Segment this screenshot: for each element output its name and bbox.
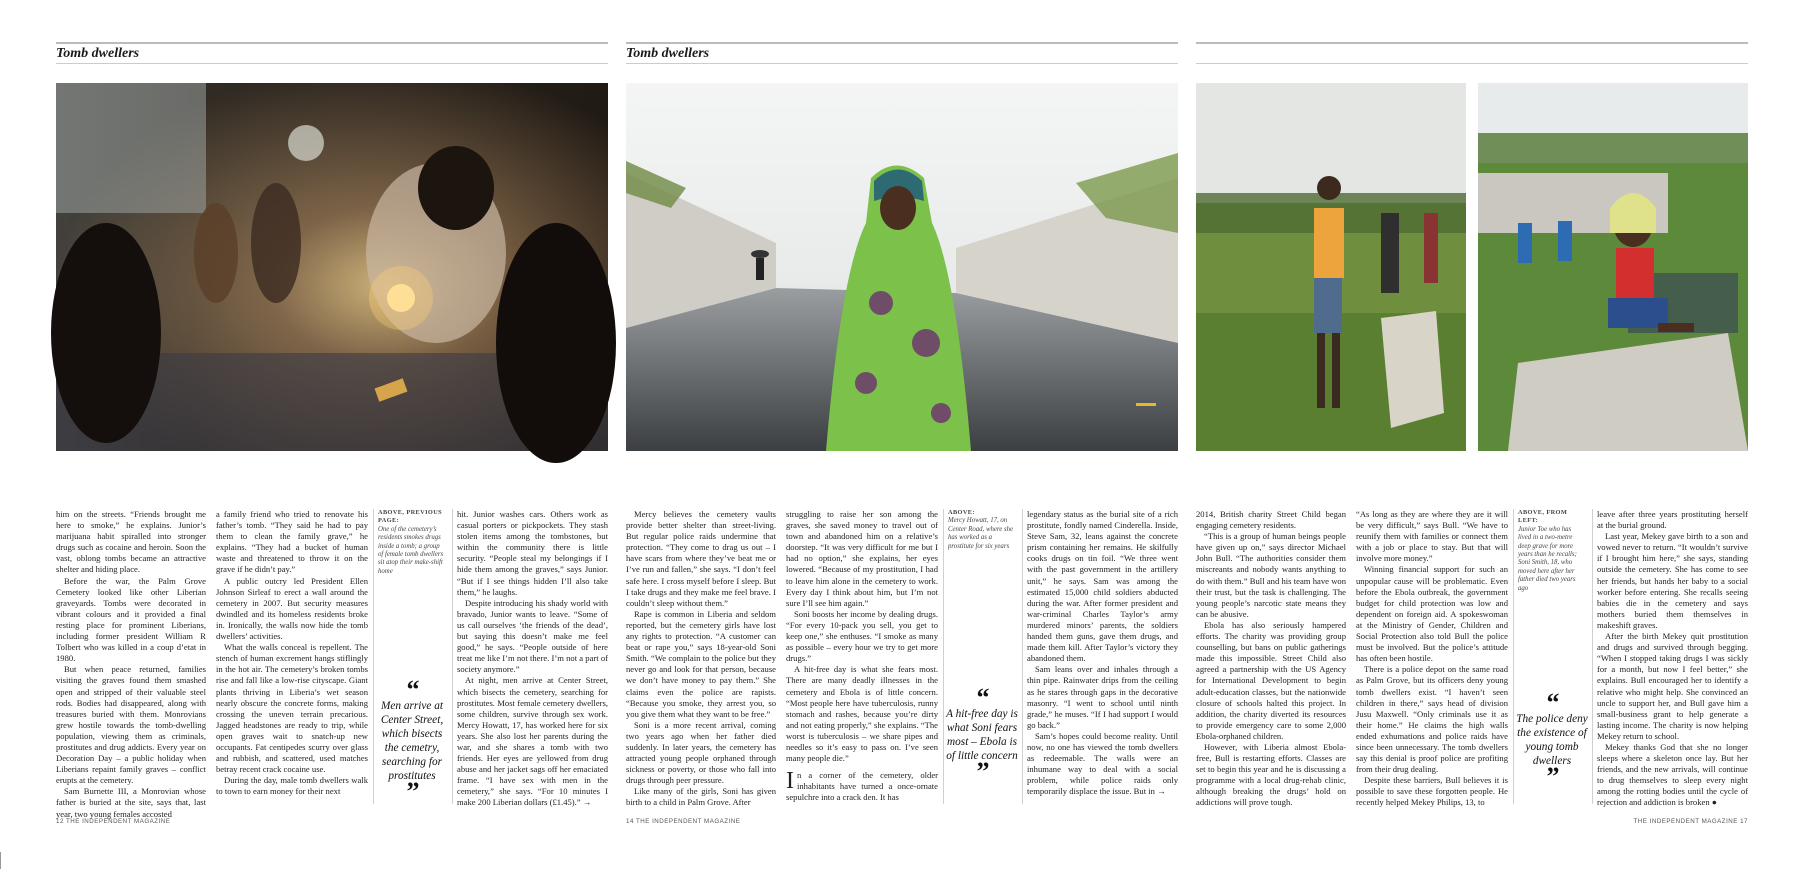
paragraph: Sam leans over and inhales through a thin pipe. Rainwater drips from the ceiling as he stares through gaps in the decorative masonry. “I went to school until ninth grade,” he muses. “If I had support I would go back.” (1027, 664, 1178, 730)
body-column-3 (457, 509, 608, 808)
photo-caption (1518, 509, 1586, 593)
paragraph: Last year, Mekey gave birth to a son and vowed never to return. “It wouldn’t survive if I brought him here,” she says, standing outside the cemetery. She has come to see her friends, but hands her baby to a social worker before entering. She recalls seeing babies die in the cemetery and says mothers buried them themselves in makeshift graves. (1597, 531, 1748, 630)
section-header: Tomb dwellers (626, 46, 710, 61)
caption-text: Junior Toe who has lived in a two-metre deep grave for more years than he recalls; Soni Smith, 18, who moved here after her father died two years ago (1518, 525, 1577, 592)
body-column-2 (786, 509, 938, 804)
photo-man-standing-among-graves (1196, 83, 1466, 451)
column-divider (1022, 509, 1023, 804)
section-header: Tomb dwellers (56, 46, 140, 61)
paragraph: struggling to raise her son among the graves, she saved money to travel out of town and abandoned him on a relative’s doorstep. “It was very difficult for me but I had no option,” she explains, her eyes lowered. “Because of my prostitution, I had to leave him alone in the cemetery to work. Every day I think about him, but I’m not sure I’ll see him again.” (786, 509, 938, 608)
body-column-2 (1356, 509, 1508, 808)
paragraph: legendary status as the burial site of a rich prostitute, fondly named Cinderella. Inside, Steve Sam, 32, leans against the concrete prism containing her remains. He skilfully cooks drugs on tin foil. “We three went with the past government in the artillery unit,” he says. Sam was among the estimated 15,000 child soldiers abducted during the war. After former president and war-criminal Charles Taylor’s army murdered minors’ parents, the soldiers handed them guns, gave them drugs, and made them kill. After Taylor’s victory they abandoned them. (1027, 509, 1178, 664)
open-quote-icon: “ (976, 683, 988, 712)
paragraph: Despite these barriers, Bull believes it is possible to save these forgotten people. He recently helped Mekey Philips, 13, to (1356, 775, 1508, 808)
caption-label: ABOVE: (948, 509, 975, 516)
paragraph: At night, men arrive at Center Street, which bisects the cemetery, searching for prostitutes. Most female cemetery dwellers, some children, survive through sex work. Mercy Howatt, 17, has worked here for six years. She also lost her parents during the war, and she shares a tomb with two friends. Her eyes are yellowed from drug abuse and her jacket sags off her emaciated frame. “I have sex with men in the cemetery,” she says. “For 10 minutes I make 200 Liberian dollars (£1.45).” → (457, 675, 608, 808)
paragraph: After the birth Mekey quit prostitution and drugs and survived through begging. “When I stopped taking drugs I was sickly for a month, but now I feel better,” she explains. Bull encouraged her to identify a relative who might help. She convinced an uncle to support her, and Bull gave him a small-business grant to help generate a lasting income. The charity is now helping Mekey return to school. (1597, 631, 1748, 741)
close-quote-icon: ” (406, 777, 418, 806)
paragraph: There is a police depot on the same road as Palm Grove, but its officers deny young tomb dwellers exist. “I haven’t seen children in there,” says head of division Jusu Maxwell. “Only criminals use it as their home.” He claims the high walls ended exhumations and police raids have since been unnecessary. The tomb dwellers say this denial is proof police are profiting from their drug dealing. (1356, 664, 1508, 775)
pull-quote (1516, 688, 1588, 791)
paragraph: However, with Liberia almost Ebola-free, Bull is restarting efforts. Classes are set to begin this year and he is discussing a programme with a local drug-rehab clinic, although breaking the drugs’ hold on addictions will prove tough. (1196, 741, 1346, 808)
caption-label: ABOVE, FROM LEFT: (1518, 509, 1568, 525)
paragraph: During the day, male tomb dwellers walk to town to earn money for their next (216, 775, 368, 797)
paragraph: Soni boosts her income by dealing drugs. “For every 10-pack you sell, you get to keep one,” she enthuses. “I smoke as many as possible – every hour we try to get more drugs.” (786, 608, 938, 664)
paragraph: Ebola has also seriously hampered efforts. The charity was providing group counselling, but bans on public gatherings made this impossible. Street Child also agreed a partnership with the US Agency for International Development to begin adult-education classes, but the nationwide closure of schools halted this project. In addition, the charity diverted its resources to provide emergency care to some 2,000 Ebola-orphaned children. (1196, 619, 1346, 741)
pull-quote-text: A hit-free day is what Soni fears most – Ebola is of little concern (946, 708, 1018, 762)
paragraph: Like many of the girls, Soni has given birth to a child in Palm Grove. After (626, 786, 776, 808)
paragraph: Mercy believes the cemetery vaults provide better shelter than street-living. But regular police raids undermine that protection. “They come to drag us out – I have scars from where they’ve beat me or I’ve run and fallen,” she says. “I don’t feel safe here. I cross myself before I sleep. But I take drugs and they make me feel brave. I couldn’t sleep without them.” (626, 509, 776, 608)
column-divider (1592, 509, 1593, 804)
paragraph: him on the streets. “Friends brought me here to smoke,” he explains. Junior’s marijuana habit spiralled into stronger drugs such as cocaine and heroin. Soon the vast, oblong tombs became an attractive shelter and hiding place. (56, 509, 206, 575)
photo-woman-on-wet-cemetery-road (626, 83, 1178, 451)
paragraph: “As long as they are where they are it will be very difficult,” says Bull. “We have to reunify them with families or connect them with a job or place to stay. But that will involve more money.” (1356, 509, 1508, 564)
body-column-3 (1597, 509, 1748, 808)
header-rule (626, 42, 1178, 44)
paragraph: A hit-free day is what she fears most. There are many deadly illnesses in the cemetery and Ebola is of little concern. “Most people here have tuberculosis, runny stomach and rashes, because you’re dirty and not eating properly,” she explains. “The worst is tuberculosis – we share pipes and needles so it’s easy to pass on. I’ve seen many people die.” (786, 664, 938, 764)
pull-quote-text: Men arrive at Center Street, which bisects the cemetry, searching for prostitutes (380, 700, 444, 782)
page-17 (1196, 0, 1748, 869)
close-quote-icon: ” (1546, 762, 1558, 791)
header-rule-lower (1196, 63, 1748, 64)
paragraph: 2014, British charity Street Child began engaging cemetery residents. (1196, 509, 1346, 531)
paragraph: A public outcry led President Ellen Johnson Sirleaf to erect a wall around the cemetery in 2007. But security measures dwindled and its homeless residents broke in. Ironically, the walls now hide the tomb dwellers’ activities. (216, 575, 368, 642)
column-divider (1513, 509, 1514, 804)
body-column-1 (1196, 509, 1346, 808)
column-divider (452, 509, 453, 804)
page-14 (626, 0, 1178, 869)
column-divider (943, 509, 944, 804)
page-folio: 12 THE INDEPENDENT MAGAZINE (56, 818, 171, 825)
close-quote-icon: ” (976, 757, 988, 786)
drop-cap: I (786, 768, 794, 795)
body-column-3 (1027, 509, 1178, 804)
paragraph: Sam’s hopes could become reality. Until now, no one has viewed the tomb dwellers as redeemable. The walls were an inhumane way to deal with a social problem, while police raids only temporarily displace the issue. But in → (1027, 730, 1178, 797)
open-quote-icon: “ (1546, 688, 1558, 717)
body-column-2 (216, 509, 368, 804)
page-12 (56, 0, 608, 869)
photo-caption (948, 509, 1016, 551)
paragraph: “This is a group of human beings people have given up on,” says director Michael John Bull. “The authorities consider them miscreants and nobody wants anything to do with them.” Bull and his team have won their trust, but the task is challenging. The young people’s narcotic state means they can be abusive. (1196, 531, 1346, 619)
page-edge-mark (0, 852, 1, 869)
body-column-1 (626, 509, 776, 808)
column-divider (373, 509, 374, 804)
page-folio: 14 THE INDEPENDENT MAGAZINE (626, 818, 741, 825)
paragraph: Winning financial support for such an unpopular cause will be problematic. Even before the Ebola outbreak, the government budget for child protection was low and dependent on foreign aid. A spokeswoman at the Ministry of Gender, Children and Social Protection also told Bull the police must be involved. But the police’s attitude has often been hostile. (1356, 564, 1508, 664)
paragraph: Sam Burnette III, a Monrovian whose father is buried at the site, says that, last year, two young females accosted (56, 786, 206, 819)
caption-text: Mercy Howatt, 17, on Center Road, where she has worked as a prostitute for six years (948, 517, 1014, 550)
paragraph: n a corner of the cemetery, older inhabitants have turned a once-ornate sepulchre into a crack den. It has (786, 770, 938, 803)
paragraph: What the walls conceal is repellent. The stench of human excrement hangs stiflingly in the hot air. The cemetery’s broken tombs rise and fall like a low-rise cityscape. Giant plants thriving in Liberia’s wet season nearly obscure the concrete forms, making crossing the uneven terrain precarious. Jagged headstones are ready to trip, while open graves wait to snatch-up new occupants. Fat centipedes scurry over glass and rubbish, and scattered, used matches betray recent crack cocaine use. (216, 642, 368, 775)
photo-men-smoking-inside-tomb (56, 83, 608, 451)
paragraph: Before the war, the Palm Grove Cemetery looked like other Liberian graveyards. Tombs were decorated in vibrant colours and it provided a final resting place for prominent Liberians, including former president William R Tolbert who was killed in a coup d’etat in 1980. (56, 575, 206, 664)
paragraph: hit. Junior washes cars. Others work as casual porters or pickpockets. They stash stolen items among the tombstones, but within the community there is little security. “People steal my belongings if I hide them among the graves,” says Junior. “But if I see things hidden I’ll also take them,” he laughs. (457, 509, 608, 597)
paragraph: Rape is common in Liberia and seldom reported, but the cemetery girls have lost any rights to protection. “A customer can beat or rape you,” says 18-year-old Soni Smith. “We complain to the police but they never go and look for that person, because we don’t have money to pay them.” She claims even the police are rapists. “Because you smoke, they arrest you, so you give them what they want to be free.” (626, 608, 776, 719)
photo-girl-seated-on-headstone (1478, 83, 1748, 451)
paragraph: But when peace returned, families visiting the graves found them smashed open and stripped of their valuable steel rods. Bodies had disappeared, along with treasures buried with them. Monrovians grew hostile towards the tomb-dwelling population, viewing them as criminals, prostitutes and drug addicts. Every year on Decoration Day – a public holiday when Liberians repaint family graves – conflict erupts at the cemetery. (56, 664, 206, 786)
pull-quote (946, 683, 1018, 786)
paragraph: a family friend who tried to renovate his father’s tomb. “They said he had to pay them to clean the family grave,” he explains. “They had a bucket of human waste and threatened to throw it on the grave if he didn’t pay.” (216, 509, 368, 575)
pull-quote-text: The police deny the existence of young tomb dwellers (1516, 713, 1588, 767)
pull-quote (376, 675, 448, 806)
header-rule-lower (56, 63, 608, 64)
paragraph: Despite introducing his shady world with bravado, Junior wants to leave. “Some of us call ourselves ‘the friends of the dead’, but saying this doesn’t make me feel good,” he says. “People outside of here treat me like I’m not there. I’m not a part of society anymore.” (457, 597, 608, 675)
photo-caption (378, 509, 446, 576)
paragraph: Soni is a more recent arrival, coming two years ago when her father died suddenly. In later years, the cemetery has attracted young people orphaned through sickness or poverty, or those who fall into drugs through peer pressure. (626, 719, 776, 786)
header-rule-lower (626, 63, 1178, 64)
paragraph: leave after three years prostituting herself at the burial ground. (1597, 509, 1748, 531)
open-quote-icon: “ (406, 675, 418, 704)
caption-label: ABOVE, PREVIOUS PAGE: (378, 509, 443, 525)
header-rule (56, 42, 608, 44)
paragraph: Mekey thanks God that she no longer sleeps where a skeleton once lay. But her friends, and the new arrivals, will continue to drug themselves to sleep every night among the rotting bodies until the cycle of rejection and addiction is broken ● (1597, 741, 1748, 808)
page-folio: THE INDEPENDENT MAGAZINE 17 (1633, 818, 1748, 825)
header-rule (1196, 42, 1748, 44)
body-column-1 (56, 509, 206, 819)
caption-text: One of the cemetery’s residents smokes drugs inside a tomb; a group of female tomb dwellers sit atop their make-shift home (378, 525, 444, 575)
